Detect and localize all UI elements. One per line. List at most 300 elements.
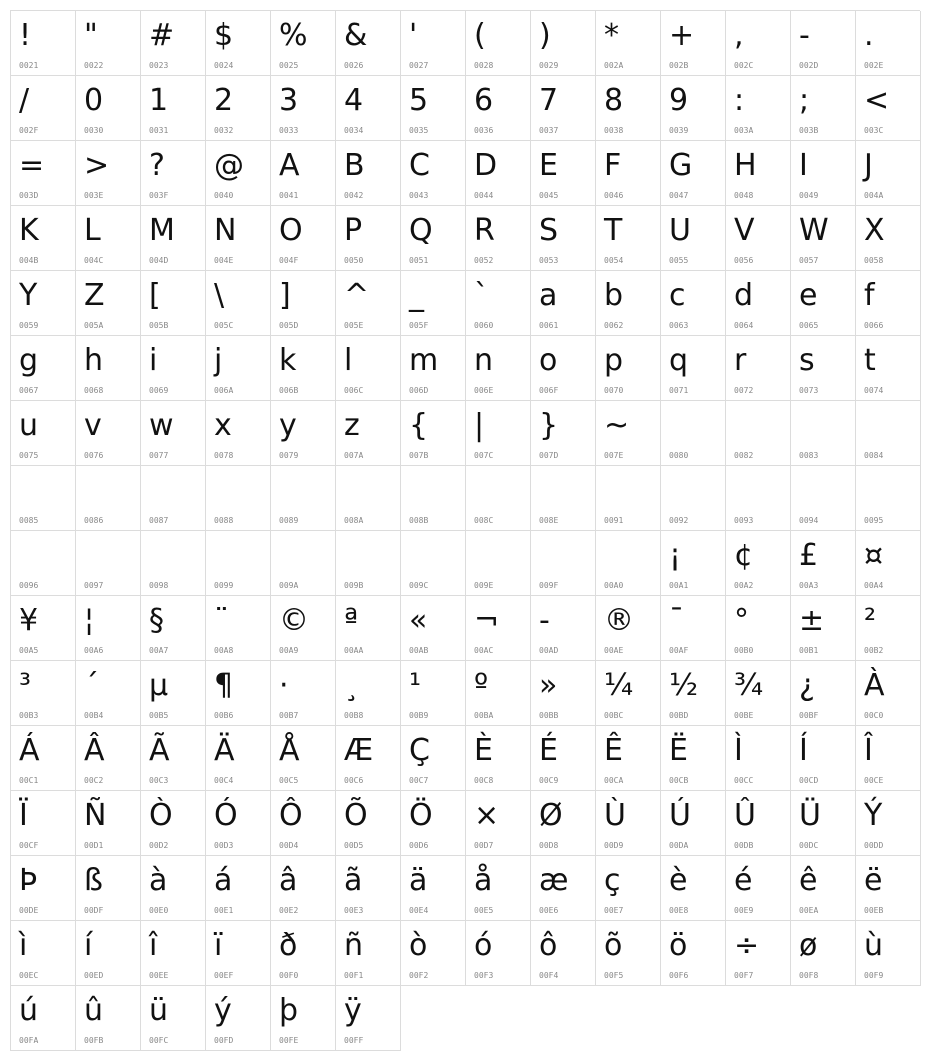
glyph-code-label: 006A bbox=[214, 386, 234, 395]
glyph-character: L bbox=[84, 213, 101, 248]
glyph-code-label: 0056 bbox=[734, 256, 754, 265]
glyph-cell bbox=[336, 141, 401, 206]
glyph-code-label: 008E bbox=[539, 516, 559, 525]
glyph-character: ¼ bbox=[604, 668, 634, 703]
glyph-cell bbox=[336, 336, 401, 401]
glyph-cell bbox=[856, 466, 921, 531]
glyph-code-label: 0060 bbox=[474, 321, 494, 330]
glyph-code-label: 0023 bbox=[149, 61, 169, 70]
glyph-cell bbox=[661, 206, 726, 271]
glyph-code-label: 00FA bbox=[19, 1036, 39, 1045]
glyph-cell bbox=[141, 141, 206, 206]
glyph-cell bbox=[206, 141, 271, 206]
glyph-character: / bbox=[19, 83, 30, 118]
glyph-code-label: 00D4 bbox=[279, 841, 299, 850]
glyph-cell bbox=[726, 921, 791, 986]
glyph-code-label: 00B6 bbox=[214, 711, 234, 720]
glyph-cell bbox=[401, 466, 466, 531]
glyph-character: , bbox=[734, 18, 744, 53]
glyph-character: » bbox=[539, 668, 558, 703]
glyph-code-label: 0037 bbox=[539, 126, 559, 135]
glyph-code-label: 00B1 bbox=[799, 646, 819, 655]
glyph-code-label: 0042 bbox=[344, 191, 364, 200]
glyph-code-label: 00BD bbox=[669, 711, 689, 720]
glyph-code-label: 0094 bbox=[799, 516, 819, 525]
glyph-character: w bbox=[149, 408, 174, 443]
glyph-code-label: 0046 bbox=[604, 191, 624, 200]
glyph-character: Q bbox=[409, 213, 433, 248]
glyph-character: G bbox=[669, 148, 693, 183]
glyph-code-label: 00AC bbox=[474, 646, 494, 655]
glyph-cell bbox=[531, 11, 596, 76]
glyph-character: T bbox=[604, 213, 623, 248]
glyph-character: u bbox=[19, 408, 39, 443]
glyph-character: é bbox=[734, 863, 753, 898]
glyph-cell bbox=[596, 466, 661, 531]
glyph-cell bbox=[336, 531, 401, 596]
glyph-cell bbox=[336, 76, 401, 141]
glyph-cell bbox=[466, 11, 531, 76]
glyph-cell bbox=[141, 921, 206, 986]
glyph-cell bbox=[661, 11, 726, 76]
glyph-code-label: 00E5 bbox=[474, 906, 494, 915]
glyph-character: E bbox=[539, 148, 558, 183]
glyph-cell bbox=[531, 336, 596, 401]
glyph-character: ö bbox=[669, 928, 688, 963]
glyph-code-label: 00B9 bbox=[409, 711, 429, 720]
glyph-character: 4 bbox=[344, 83, 364, 118]
glyph-code-label: 00C3 bbox=[149, 776, 169, 785]
glyph-cell bbox=[336, 466, 401, 531]
glyph-character: õ bbox=[604, 928, 623, 963]
glyph-code-label: 00BA bbox=[474, 711, 494, 720]
glyph-character: % bbox=[279, 18, 308, 53]
glyph-character: b bbox=[604, 278, 624, 313]
glyph-code-label: 0093 bbox=[734, 516, 754, 525]
glyph-cell bbox=[336, 11, 401, 76]
glyph-cell bbox=[11, 596, 76, 661]
glyph-character: Ø bbox=[539, 798, 563, 833]
glyph-code-label: 0062 bbox=[604, 321, 624, 330]
glyph-character: Æ bbox=[344, 733, 374, 768]
glyph-character: = bbox=[19, 148, 45, 183]
glyph-cell bbox=[206, 986, 271, 1051]
glyph-code-label: 00A7 bbox=[149, 646, 169, 655]
glyph-code-label: 00C4 bbox=[214, 776, 234, 785]
glyph-code-label: 00C8 bbox=[474, 776, 494, 785]
glyph-character: * bbox=[604, 18, 619, 53]
glyph-character: ¦ bbox=[84, 603, 95, 638]
glyph-character: c bbox=[669, 278, 686, 313]
glyph-character: ª bbox=[344, 603, 359, 638]
glyph-cell bbox=[726, 856, 791, 921]
glyph-character: ã bbox=[344, 863, 363, 898]
glyph-code-label: 0092 bbox=[669, 516, 689, 525]
glyph-code-label: 0080 bbox=[669, 451, 689, 460]
glyph-code-label: 00E0 bbox=[149, 906, 169, 915]
glyph-character: # bbox=[149, 18, 175, 53]
glyph-cell bbox=[726, 596, 791, 661]
glyph-cell bbox=[596, 661, 661, 726]
glyph-code-label: 003F bbox=[149, 191, 169, 200]
glyph-cell bbox=[531, 206, 596, 271]
glyph-character: 7 bbox=[539, 83, 559, 118]
glyph-cell bbox=[726, 791, 791, 856]
glyph-character: § bbox=[149, 603, 164, 638]
glyph-cell bbox=[206, 531, 271, 596]
glyph-cell bbox=[206, 596, 271, 661]
glyph-cell bbox=[791, 661, 856, 726]
glyph-character: è bbox=[669, 863, 688, 898]
glyph-grid bbox=[10, 10, 920, 1051]
glyph-code-label: 0084 bbox=[864, 451, 884, 460]
glyph-code-label: 00DE bbox=[19, 906, 39, 915]
glyph-cell bbox=[76, 986, 141, 1051]
glyph-character: C bbox=[409, 148, 430, 183]
glyph-code-label: 00A1 bbox=[669, 581, 689, 590]
glyph-character: 0 bbox=[84, 83, 104, 118]
glyph-character: á bbox=[214, 863, 233, 898]
glyph-code-label: 0065 bbox=[799, 321, 819, 330]
glyph-character: þ bbox=[279, 993, 299, 1028]
glyph-code-label: 00B4 bbox=[84, 711, 104, 720]
glyph-cell bbox=[271, 466, 336, 531]
glyph-code-label: 0034 bbox=[344, 126, 364, 135]
glyph-character: H bbox=[734, 148, 757, 183]
glyph-code-label: 0044 bbox=[474, 191, 494, 200]
glyph-code-label: 004E bbox=[214, 256, 234, 265]
glyph-code-label: 0038 bbox=[604, 126, 624, 135]
glyph-cell bbox=[791, 271, 856, 336]
glyph-code-label: 00E8 bbox=[669, 906, 689, 915]
glyph-character: Â bbox=[84, 733, 105, 768]
glyph-cell bbox=[76, 336, 141, 401]
glyph-character: Ù bbox=[604, 798, 626, 833]
glyph-cell bbox=[596, 401, 661, 466]
glyph-cell bbox=[531, 141, 596, 206]
glyph-character: h bbox=[84, 343, 104, 378]
glyph-cell bbox=[271, 661, 336, 726]
glyph-cell bbox=[466, 661, 531, 726]
glyph-cell bbox=[271, 11, 336, 76]
glyph-cell bbox=[531, 531, 596, 596]
glyph-cell bbox=[271, 141, 336, 206]
glyph-cell bbox=[856, 336, 921, 401]
glyph-character: { bbox=[409, 408, 429, 443]
glyph-cell bbox=[726, 141, 791, 206]
glyph-character: ÷ bbox=[734, 928, 760, 963]
glyph-code-label: 0078 bbox=[214, 451, 234, 460]
glyph-cell bbox=[11, 661, 76, 726]
glyph-code-label: 0059 bbox=[19, 321, 39, 330]
glyph-cell bbox=[11, 856, 76, 921]
glyph-cell bbox=[76, 661, 141, 726]
glyph-cell bbox=[336, 271, 401, 336]
glyph-character: ø bbox=[799, 928, 818, 963]
glyph-code-label: 0033 bbox=[279, 126, 299, 135]
glyph-character: ç bbox=[604, 863, 621, 898]
glyph-character: $ bbox=[214, 18, 234, 53]
glyph-cell bbox=[466, 531, 531, 596]
glyph-character: å bbox=[474, 863, 493, 898]
glyph-character: Ú bbox=[669, 798, 691, 833]
glyph-cell bbox=[206, 726, 271, 791]
glyph-character: ? bbox=[149, 148, 165, 183]
glyph-code-label: 004D bbox=[149, 256, 169, 265]
glyph-character: ¤ bbox=[864, 538, 884, 573]
glyph-code-label: 0083 bbox=[799, 451, 819, 460]
glyph-code-label: 00D1 bbox=[84, 841, 104, 850]
glyph-cell bbox=[76, 76, 141, 141]
glyph-code-label: 0070 bbox=[604, 386, 624, 395]
glyph-cell bbox=[206, 791, 271, 856]
glyph-code-label: 00FC bbox=[149, 1036, 169, 1045]
glyph-cell bbox=[726, 206, 791, 271]
glyph-character: û bbox=[84, 993, 104, 1028]
glyph-cell bbox=[596, 206, 661, 271]
glyph-character: î bbox=[149, 928, 158, 963]
glyph-character: ) bbox=[539, 18, 551, 53]
glyph-cell bbox=[76, 271, 141, 336]
glyph-cell bbox=[271, 336, 336, 401]
glyph-code-label: 00EA bbox=[799, 906, 819, 915]
glyph-character: 6 bbox=[474, 83, 494, 118]
glyph-code-label: 003A bbox=[734, 126, 754, 135]
glyph-code-label: 0028 bbox=[474, 61, 494, 70]
glyph-code-label: 00ED bbox=[84, 971, 104, 980]
glyph-code-label: 005C bbox=[214, 321, 234, 330]
glyph-code-label: 0039 bbox=[669, 126, 689, 135]
glyph-code-label: 00DF bbox=[84, 906, 104, 915]
glyph-code-label: 00C1 bbox=[19, 776, 39, 785]
glyph-cell bbox=[466, 271, 531, 336]
glyph-code-label: 0082 bbox=[734, 451, 754, 460]
glyph-code-label: 0073 bbox=[799, 386, 819, 395]
glyph-code-label: 009B bbox=[344, 581, 364, 590]
glyph-character: f bbox=[864, 278, 875, 313]
glyph-code-label: 003D bbox=[19, 191, 39, 200]
glyph-code-label: 003B bbox=[799, 126, 819, 135]
glyph-cell bbox=[466, 726, 531, 791]
glyph-character: 2 bbox=[214, 83, 234, 118]
glyph-code-label: 0074 bbox=[864, 386, 884, 395]
glyph-cell bbox=[531, 856, 596, 921]
glyph-code-label: 0091 bbox=[604, 516, 624, 525]
glyph-cell bbox=[76, 531, 141, 596]
glyph-cell bbox=[11, 466, 76, 531]
glyph-cell bbox=[401, 856, 466, 921]
glyph-code-label: 00A0 bbox=[604, 581, 624, 590]
glyph-cell bbox=[596, 791, 661, 856]
glyph-cell bbox=[726, 466, 791, 531]
glyph-code-label: 00DC bbox=[799, 841, 819, 850]
glyph-code-label: 002A bbox=[604, 61, 624, 70]
glyph-character: ( bbox=[474, 18, 486, 53]
glyph-cell bbox=[336, 921, 401, 986]
glyph-character: K bbox=[19, 213, 39, 248]
glyph-cell bbox=[11, 76, 76, 141]
glyph-code-label: 0067 bbox=[19, 386, 39, 395]
glyph-cell bbox=[271, 76, 336, 141]
glyph-code-label: 00F1 bbox=[344, 971, 364, 980]
glyph-cell bbox=[531, 661, 596, 726]
glyph-code-label: 0040 bbox=[214, 191, 234, 200]
glyph-cell bbox=[856, 856, 921, 921]
glyph-cell bbox=[76, 11, 141, 76]
glyph-code-label: 006C bbox=[344, 386, 364, 395]
glyph-character: P bbox=[344, 213, 363, 248]
glyph-code-label: 0048 bbox=[734, 191, 754, 200]
glyph-code-label: 0027 bbox=[409, 61, 429, 70]
glyph-cell bbox=[791, 791, 856, 856]
glyph-code-label: 003C bbox=[864, 126, 884, 135]
glyph-cell bbox=[466, 856, 531, 921]
glyph-code-label: 005F bbox=[409, 321, 429, 330]
glyph-code-label: 0057 bbox=[799, 256, 819, 265]
glyph-code-label: 00CF bbox=[19, 841, 39, 850]
glyph-code-label: 00D6 bbox=[409, 841, 429, 850]
glyph-cell bbox=[336, 596, 401, 661]
glyph-code-label: 00F8 bbox=[799, 971, 819, 980]
glyph-code-label: 0029 bbox=[539, 61, 559, 70]
glyph-code-label: 00A6 bbox=[84, 646, 104, 655]
glyph-code-label: 00BC bbox=[604, 711, 624, 720]
glyph-code-label: 00D5 bbox=[344, 841, 364, 850]
glyph-cell bbox=[141, 726, 206, 791]
glyph-code-label: 006D bbox=[409, 386, 429, 395]
glyph-cell bbox=[466, 466, 531, 531]
glyph-character: Ö bbox=[409, 798, 433, 833]
glyph-code-label: 00E9 bbox=[734, 906, 754, 915]
glyph-character: ý bbox=[214, 993, 232, 1028]
glyph-character: æ bbox=[539, 863, 569, 898]
glyph-cell bbox=[856, 531, 921, 596]
glyph-cell bbox=[401, 726, 466, 791]
glyph-cell bbox=[596, 856, 661, 921]
glyph-cell bbox=[726, 661, 791, 726]
glyph-code-label: 00D9 bbox=[604, 841, 624, 850]
glyph-character: ò bbox=[409, 928, 428, 963]
glyph-character: ¨ bbox=[214, 603, 229, 638]
glyph-cell bbox=[661, 76, 726, 141]
glyph-cell bbox=[661, 661, 726, 726]
glyph-cell bbox=[206, 271, 271, 336]
glyph-cell bbox=[466, 336, 531, 401]
glyph-cell bbox=[401, 206, 466, 271]
glyph-character: } bbox=[539, 408, 559, 443]
glyph-cell bbox=[141, 856, 206, 921]
glyph-code-label: 00B7 bbox=[279, 711, 299, 720]
glyph-cell bbox=[76, 726, 141, 791]
glyph-cell bbox=[466, 76, 531, 141]
glyph-code-label: 0086 bbox=[84, 516, 104, 525]
glyph-character: × bbox=[474, 798, 500, 833]
glyph-character: + bbox=[669, 18, 695, 53]
glyph-code-label: 0035 bbox=[409, 126, 429, 135]
glyph-code-label: 005A bbox=[84, 321, 104, 330]
glyph-code-label: 009A bbox=[279, 581, 299, 590]
glyph-code-label: 0068 bbox=[84, 386, 104, 395]
glyph-cell bbox=[11, 401, 76, 466]
glyph-character: @ bbox=[214, 148, 244, 183]
glyph-character: 8 bbox=[604, 83, 624, 118]
glyph-cell bbox=[206, 76, 271, 141]
glyph-code-label: 00AB bbox=[409, 646, 429, 655]
glyph-code-label: 00AD bbox=[539, 646, 559, 655]
glyph-code-label: 00B5 bbox=[149, 711, 169, 720]
glyph-character: ¥ bbox=[19, 603, 39, 638]
glyph-cell bbox=[141, 76, 206, 141]
glyph-cell bbox=[661, 791, 726, 856]
glyph-character: [ bbox=[149, 278, 161, 313]
glyph-code-label: 00BB bbox=[539, 711, 559, 720]
glyph-code-label: 0041 bbox=[279, 191, 299, 200]
glyph-cell bbox=[856, 401, 921, 466]
glyph-cell bbox=[76, 206, 141, 271]
glyph-cell bbox=[791, 401, 856, 466]
glyph-code-label: 00EE bbox=[149, 971, 169, 980]
glyph-character: ¬ bbox=[474, 603, 500, 638]
glyph-code-label: 00A9 bbox=[279, 646, 299, 655]
glyph-cell bbox=[401, 76, 466, 141]
glyph-code-label: 005B bbox=[149, 321, 169, 330]
glyph-code-label: 007E bbox=[604, 451, 624, 460]
glyph-cell bbox=[661, 141, 726, 206]
glyph-character: ¡ bbox=[669, 538, 682, 573]
glyph-cell bbox=[791, 921, 856, 986]
glyph-cell bbox=[336, 986, 401, 1051]
glyph-cell bbox=[141, 531, 206, 596]
glyph-cell bbox=[726, 531, 791, 596]
glyph-character: A bbox=[279, 148, 300, 183]
glyph-character: > bbox=[84, 148, 110, 183]
glyph-code-label: 0072 bbox=[734, 386, 754, 395]
glyph-cell bbox=[271, 401, 336, 466]
glyph-character: O bbox=[279, 213, 303, 248]
glyph-character: . bbox=[864, 18, 874, 53]
glyph-character: Ñ bbox=[84, 798, 107, 833]
glyph-character: - bbox=[799, 18, 810, 53]
glyph-character: Ô bbox=[279, 798, 303, 833]
glyph-character: j bbox=[214, 343, 223, 378]
glyph-character: e bbox=[799, 278, 818, 313]
glyph-cell bbox=[401, 531, 466, 596]
glyph-code-label: 0087 bbox=[149, 516, 169, 525]
glyph-character: ì bbox=[19, 928, 28, 963]
glyph-character: Á bbox=[19, 733, 40, 768]
glyph-code-label: 002B bbox=[669, 61, 689, 70]
glyph-code-label: 0066 bbox=[864, 321, 884, 330]
glyph-character: Ò bbox=[149, 798, 173, 833]
glyph-cell bbox=[791, 76, 856, 141]
glyph-cell bbox=[206, 921, 271, 986]
glyph-code-label: 00BF bbox=[799, 711, 819, 720]
glyph-code-label: 0058 bbox=[864, 256, 884, 265]
glyph-code-label: 0055 bbox=[669, 256, 689, 265]
glyph-cell bbox=[596, 76, 661, 141]
glyph-cell bbox=[791, 596, 856, 661]
glyph-character: g bbox=[19, 343, 39, 378]
glyph-cell bbox=[271, 596, 336, 661]
glyph-character: ´ bbox=[84, 668, 99, 703]
glyph-character: Í bbox=[799, 733, 808, 768]
glyph-code-label: 002C bbox=[734, 61, 754, 70]
glyph-character: À bbox=[864, 668, 885, 703]
glyph-code-label: 0031 bbox=[149, 126, 169, 135]
glyph-cell bbox=[336, 791, 401, 856]
glyph-code-label: 0089 bbox=[279, 516, 299, 525]
glyph-character: k bbox=[279, 343, 297, 378]
